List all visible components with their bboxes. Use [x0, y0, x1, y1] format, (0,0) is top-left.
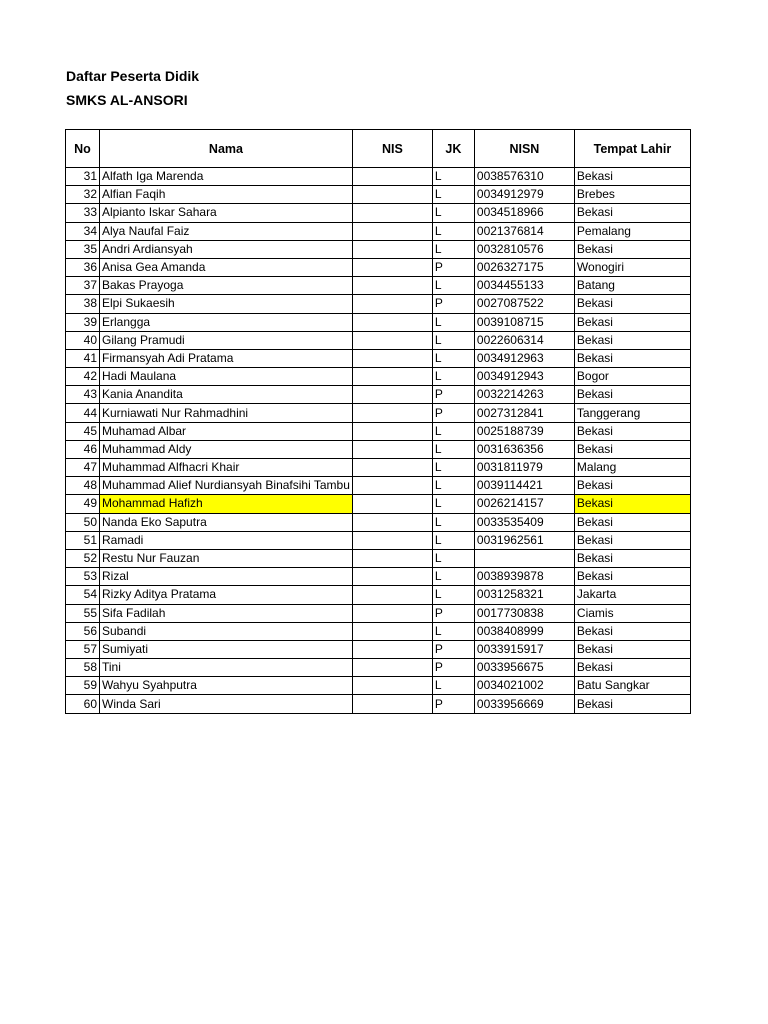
cell-tempat-lahir: Bekasi [574, 695, 690, 713]
cell-nama [100, 659, 353, 677]
cell-tempat-lahir: Bekasi [574, 295, 690, 313]
cell-jk: L [432, 331, 474, 349]
table-row [66, 477, 691, 495]
cell-nis [352, 695, 432, 713]
cell-jk: L [432, 277, 474, 295]
cell-nisn: 0032214263 [474, 386, 574, 404]
cell-nama [100, 604, 353, 622]
cell-nisn: 0026327175 [474, 258, 574, 276]
cell-nama [100, 258, 353, 276]
cell-no: 38 [66, 295, 100, 313]
cell-tempat-lahir: Bekasi [574, 386, 690, 404]
cell-no: 53 [66, 568, 100, 586]
cell-nama [100, 404, 353, 422]
cell-nis [352, 459, 432, 477]
cell-no: 54 [66, 586, 100, 604]
table-row [66, 277, 691, 295]
cell-nisn: 0017730838 [474, 604, 574, 622]
student-name: Rizky Aditya Pratama [102, 587, 217, 602]
table-row [66, 186, 691, 204]
cell-nisn: 0038576310 [474, 168, 574, 186]
cell-no: 40 [66, 331, 100, 349]
cell-nis [352, 640, 432, 658]
table-row [66, 349, 691, 367]
cell-jk: L [432, 168, 474, 186]
cell-jk: L [432, 440, 474, 458]
table-header-row [66, 130, 691, 168]
cell-nisn: 0031258321 [474, 586, 574, 604]
student-name: Elpi Sukaesih [102, 296, 175, 311]
cell-no: 39 [66, 313, 100, 331]
cell-jk: L [432, 477, 474, 495]
cell-jk: P [432, 604, 474, 622]
table-row [66, 404, 691, 422]
cell-nis [352, 277, 432, 295]
table-row [66, 659, 691, 677]
student-name: Rizal [102, 569, 129, 584]
cell-nisn: 0038408999 [474, 622, 574, 640]
cell-nisn: 0025188739 [474, 422, 574, 440]
cell-nisn: 0027087522 [474, 295, 574, 313]
cell-nama [100, 331, 353, 349]
cell-nis [352, 549, 432, 567]
cell-nis [352, 313, 432, 331]
cell-nama [100, 695, 353, 713]
cell-jk: L [432, 549, 474, 567]
cell-tempat-lahir: Bekasi [574, 168, 690, 186]
cell-jk: L [432, 495, 474, 513]
cell-no: 42 [66, 368, 100, 386]
cell-jk: P [432, 404, 474, 422]
cell-jk: L [432, 622, 474, 640]
cell-nisn: 0039108715 [474, 313, 574, 331]
table-row [66, 204, 691, 222]
cell-no: 44 [66, 404, 100, 422]
cell-tempat-lahir: Bogor [574, 368, 690, 386]
cell-nama [100, 622, 353, 640]
student-name: Sumiyati [102, 641, 149, 656]
cell-nama [100, 513, 353, 531]
cell-tempat-lahir: Bekasi [574, 204, 690, 222]
student-name: Alya Naufal Faiz [102, 223, 190, 238]
student-name: Hadi Maulana [102, 369, 177, 384]
cell-nisn: 0034455133 [474, 277, 574, 295]
cell-tempat-lahir: Bekasi [574, 622, 690, 640]
cell-jk: L [432, 531, 474, 549]
cell-nisn: 0039114421 [474, 477, 574, 495]
cell-no: 56 [66, 622, 100, 640]
document-title: Daftar Peserta Didik [66, 68, 200, 84]
cell-tempat-lahir: Bekasi [574, 422, 690, 440]
cell-nis [352, 677, 432, 695]
table-body [66, 168, 691, 714]
column-header-no: No [66, 130, 100, 168]
cell-tempat-lahir: Bekasi [574, 531, 690, 549]
cell-tempat-lahir: Bekasi [574, 659, 690, 677]
cell-no: 34 [66, 222, 100, 240]
cell-jk: L [432, 222, 474, 240]
cell-no: 41 [66, 349, 100, 367]
cell-nisn: 0026214157 [474, 495, 574, 513]
cell-nama [100, 640, 353, 658]
cell-nisn: 0034518966 [474, 204, 574, 222]
cell-nisn: 0027312841 [474, 404, 574, 422]
cell-tempat-lahir: Bekasi [574, 568, 690, 586]
cell-no: 31 [66, 168, 100, 186]
cell-nis [352, 386, 432, 404]
cell-tempat-lahir: Bekasi [574, 513, 690, 531]
cell-nama [100, 549, 353, 567]
cell-no: 47 [66, 459, 100, 477]
cell-nisn [474, 549, 574, 567]
cell-no: 33 [66, 204, 100, 222]
cell-nama [100, 495, 353, 513]
student-name: Sifa Fadilah [102, 605, 166, 620]
cell-tempat-lahir: Pemalang [574, 222, 690, 240]
cell-jk: L [432, 422, 474, 440]
cell-no: 46 [66, 440, 100, 458]
cell-tempat-lahir: Bekasi [574, 640, 690, 658]
cell-jk: L [432, 586, 474, 604]
cell-no: 36 [66, 258, 100, 276]
cell-nama [100, 349, 353, 367]
table-row [66, 258, 691, 276]
cell-tempat-lahir: Brebes [574, 186, 690, 204]
student-name: Restu Nur Fauzan [102, 551, 200, 566]
cell-no: 60 [66, 695, 100, 713]
cell-tempat-lahir: Bekasi [574, 440, 690, 458]
student-name: Muhammad Aldy [102, 441, 192, 456]
student-name: Mohammad Hafizh [102, 496, 203, 511]
cell-nisn: 0033956675 [474, 659, 574, 677]
cell-nis [352, 422, 432, 440]
cell-nama [100, 477, 353, 495]
table-row [66, 386, 691, 404]
cell-no: 49 [66, 495, 100, 513]
cell-tempat-lahir: Bekasi [574, 349, 690, 367]
cell-no: 57 [66, 640, 100, 658]
cell-nama [100, 531, 353, 549]
table-row [66, 313, 691, 331]
cell-nisn: 0033535409 [474, 513, 574, 531]
cell-nama [100, 422, 353, 440]
cell-jk: L [432, 186, 474, 204]
cell-nis [352, 477, 432, 495]
student-name: Kurniawati Nur Rahmadhini [102, 405, 249, 420]
student-name: Winda Sari [102, 696, 161, 711]
cell-nama [100, 168, 353, 186]
cell-jk: L [432, 459, 474, 477]
table-row [66, 168, 691, 186]
student-name: Tini [102, 660, 121, 675]
student-name: Alfath Iga Marenda [102, 169, 204, 184]
student-name: Muhammad Alfhacri Khair [102, 460, 240, 475]
table-row [66, 640, 691, 658]
cell-nama [100, 459, 353, 477]
cell-nisn: 0034021002 [474, 677, 574, 695]
cell-nis [352, 622, 432, 640]
cell-nis [352, 513, 432, 531]
student-name: Alpianto Iskar Sahara [102, 205, 217, 220]
cell-nama [100, 295, 353, 313]
cell-nisn: 0031636356 [474, 440, 574, 458]
table-row [66, 586, 691, 604]
student-name: Anisa Gea Amanda [102, 260, 206, 275]
cell-nama [100, 204, 353, 222]
student-name: Bakas Prayoga [102, 278, 184, 293]
table-row [66, 677, 691, 695]
table-row [66, 240, 691, 258]
cell-jk: L [432, 313, 474, 331]
cell-no: 55 [66, 604, 100, 622]
cell-nis [352, 404, 432, 422]
student-name: Wahyu Syahputra [102, 678, 197, 693]
cell-nis [352, 531, 432, 549]
cell-no: 32 [66, 186, 100, 204]
cell-nis [352, 604, 432, 622]
cell-nisn: 0031811979 [474, 459, 574, 477]
cell-tempat-lahir: Bekasi [574, 477, 690, 495]
cell-tempat-lahir: Wonogiri [574, 258, 690, 276]
cell-nis [352, 331, 432, 349]
cell-nisn: 0034912979 [474, 186, 574, 204]
cell-nis [352, 240, 432, 258]
table-row [66, 495, 691, 513]
student-name: Muhamad Albar [102, 423, 187, 438]
cell-jk: L [432, 349, 474, 367]
table-row [66, 622, 691, 640]
cell-nis [352, 586, 432, 604]
cell-no: 45 [66, 422, 100, 440]
cell-tempat-lahir: Bekasi [574, 495, 690, 513]
cell-no: 37 [66, 277, 100, 295]
student-name: Nanda Eko Saputra [102, 514, 207, 529]
table-row [66, 604, 691, 622]
cell-no: 50 [66, 513, 100, 531]
cell-nisn: 0034912943 [474, 368, 574, 386]
cell-jk: P [432, 659, 474, 677]
cell-nama [100, 677, 353, 695]
table-row [66, 531, 691, 549]
cell-jk: P [432, 386, 474, 404]
cell-no: 35 [66, 240, 100, 258]
student-name: Ramadi [102, 532, 144, 547]
table-row [66, 422, 691, 440]
table-row [66, 222, 691, 240]
cell-nama [100, 186, 353, 204]
cell-nis [352, 258, 432, 276]
cell-nisn: 0034912963 [474, 349, 574, 367]
column-header-nisn: NISN [474, 130, 574, 168]
table-row [66, 695, 691, 713]
cell-nama [100, 440, 353, 458]
cell-no: 52 [66, 549, 100, 567]
cell-tempat-lahir: Bekasi [574, 549, 690, 567]
cell-jk: L [432, 240, 474, 258]
cell-tempat-lahir: Ciamis [574, 604, 690, 622]
cell-nama [100, 222, 353, 240]
cell-tempat-lahir: Bekasi [574, 313, 690, 331]
student-name: Alfian Faqih [102, 187, 166, 202]
table-row [66, 368, 691, 386]
cell-no: 48 [66, 477, 100, 495]
student-name: Kania Anandita [102, 387, 183, 402]
cell-tempat-lahir: Batang [574, 277, 690, 295]
cell-tempat-lahir: Malang [574, 459, 690, 477]
student-name: Subandi [102, 623, 147, 638]
table-row [66, 549, 691, 567]
cell-nisn: 0031962561 [474, 531, 574, 549]
cell-tempat-lahir: Bekasi [574, 331, 690, 349]
student-name: Gilang Pramudi [102, 332, 185, 347]
cell-nisn: 0021376814 [474, 222, 574, 240]
table-row [66, 459, 691, 477]
student-name: Erlangga [102, 314, 151, 329]
cell-nisn: 0022606314 [474, 331, 574, 349]
column-header-jk: JK [432, 130, 474, 168]
cell-jk: L [432, 677, 474, 695]
cell-jk: L [432, 568, 474, 586]
cell-nis [352, 295, 432, 313]
table-row [66, 440, 691, 458]
cell-tempat-lahir: Tanggerang [574, 404, 690, 422]
student-name: Firmansyah Adi Pratama [102, 350, 234, 365]
cell-tempat-lahir: Jakarta [574, 586, 690, 604]
cell-no: 51 [66, 531, 100, 549]
table-row [66, 513, 691, 531]
cell-nisn: 0032810576 [474, 240, 574, 258]
school-name: SMKS AL-ANSORI [66, 92, 188, 108]
cell-nisn: 0033956669 [474, 695, 574, 713]
column-header-tempat-lahir: Tempat Lahir [574, 130, 690, 168]
column-header-nis: NIS [352, 130, 432, 168]
student-name: Muhammad Alief Nurdiansyah Binafsihi Tambu [102, 478, 350, 493]
cell-jk: L [432, 513, 474, 531]
cell-no: 59 [66, 677, 100, 695]
cell-jk: L [432, 368, 474, 386]
cell-nama [100, 586, 353, 604]
cell-tempat-lahir: Bekasi [574, 240, 690, 258]
table-row [66, 295, 691, 313]
cell-nama [100, 386, 353, 404]
cell-nisn: 0033915917 [474, 640, 574, 658]
cell-nis [352, 440, 432, 458]
cell-nama [100, 368, 353, 386]
cell-nisn: 0038939878 [474, 568, 574, 586]
cell-nis [352, 349, 432, 367]
cell-nis [352, 568, 432, 586]
cell-jk: P [432, 295, 474, 313]
cell-nama [100, 568, 353, 586]
cell-no: 43 [66, 386, 100, 404]
cell-nis [352, 204, 432, 222]
cell-nis [352, 168, 432, 186]
student-table [65, 129, 691, 714]
cell-tempat-lahir: Batu Sangkar [574, 677, 690, 695]
cell-nis [352, 222, 432, 240]
cell-nis [352, 368, 432, 386]
cell-jk: L [432, 204, 474, 222]
cell-nis [352, 495, 432, 513]
table-row [66, 568, 691, 586]
table-row [66, 331, 691, 349]
cell-no: 58 [66, 659, 100, 677]
column-header-nama: Nama [100, 130, 353, 168]
cell-jk: P [432, 695, 474, 713]
cell-nama [100, 240, 353, 258]
student-name: Andri Ardiansyah [102, 241, 193, 256]
cell-nama [100, 277, 353, 295]
cell-nis [352, 659, 432, 677]
cell-jk: P [432, 258, 474, 276]
cell-jk: P [432, 640, 474, 658]
cell-nis [352, 186, 432, 204]
cell-nama [100, 313, 353, 331]
